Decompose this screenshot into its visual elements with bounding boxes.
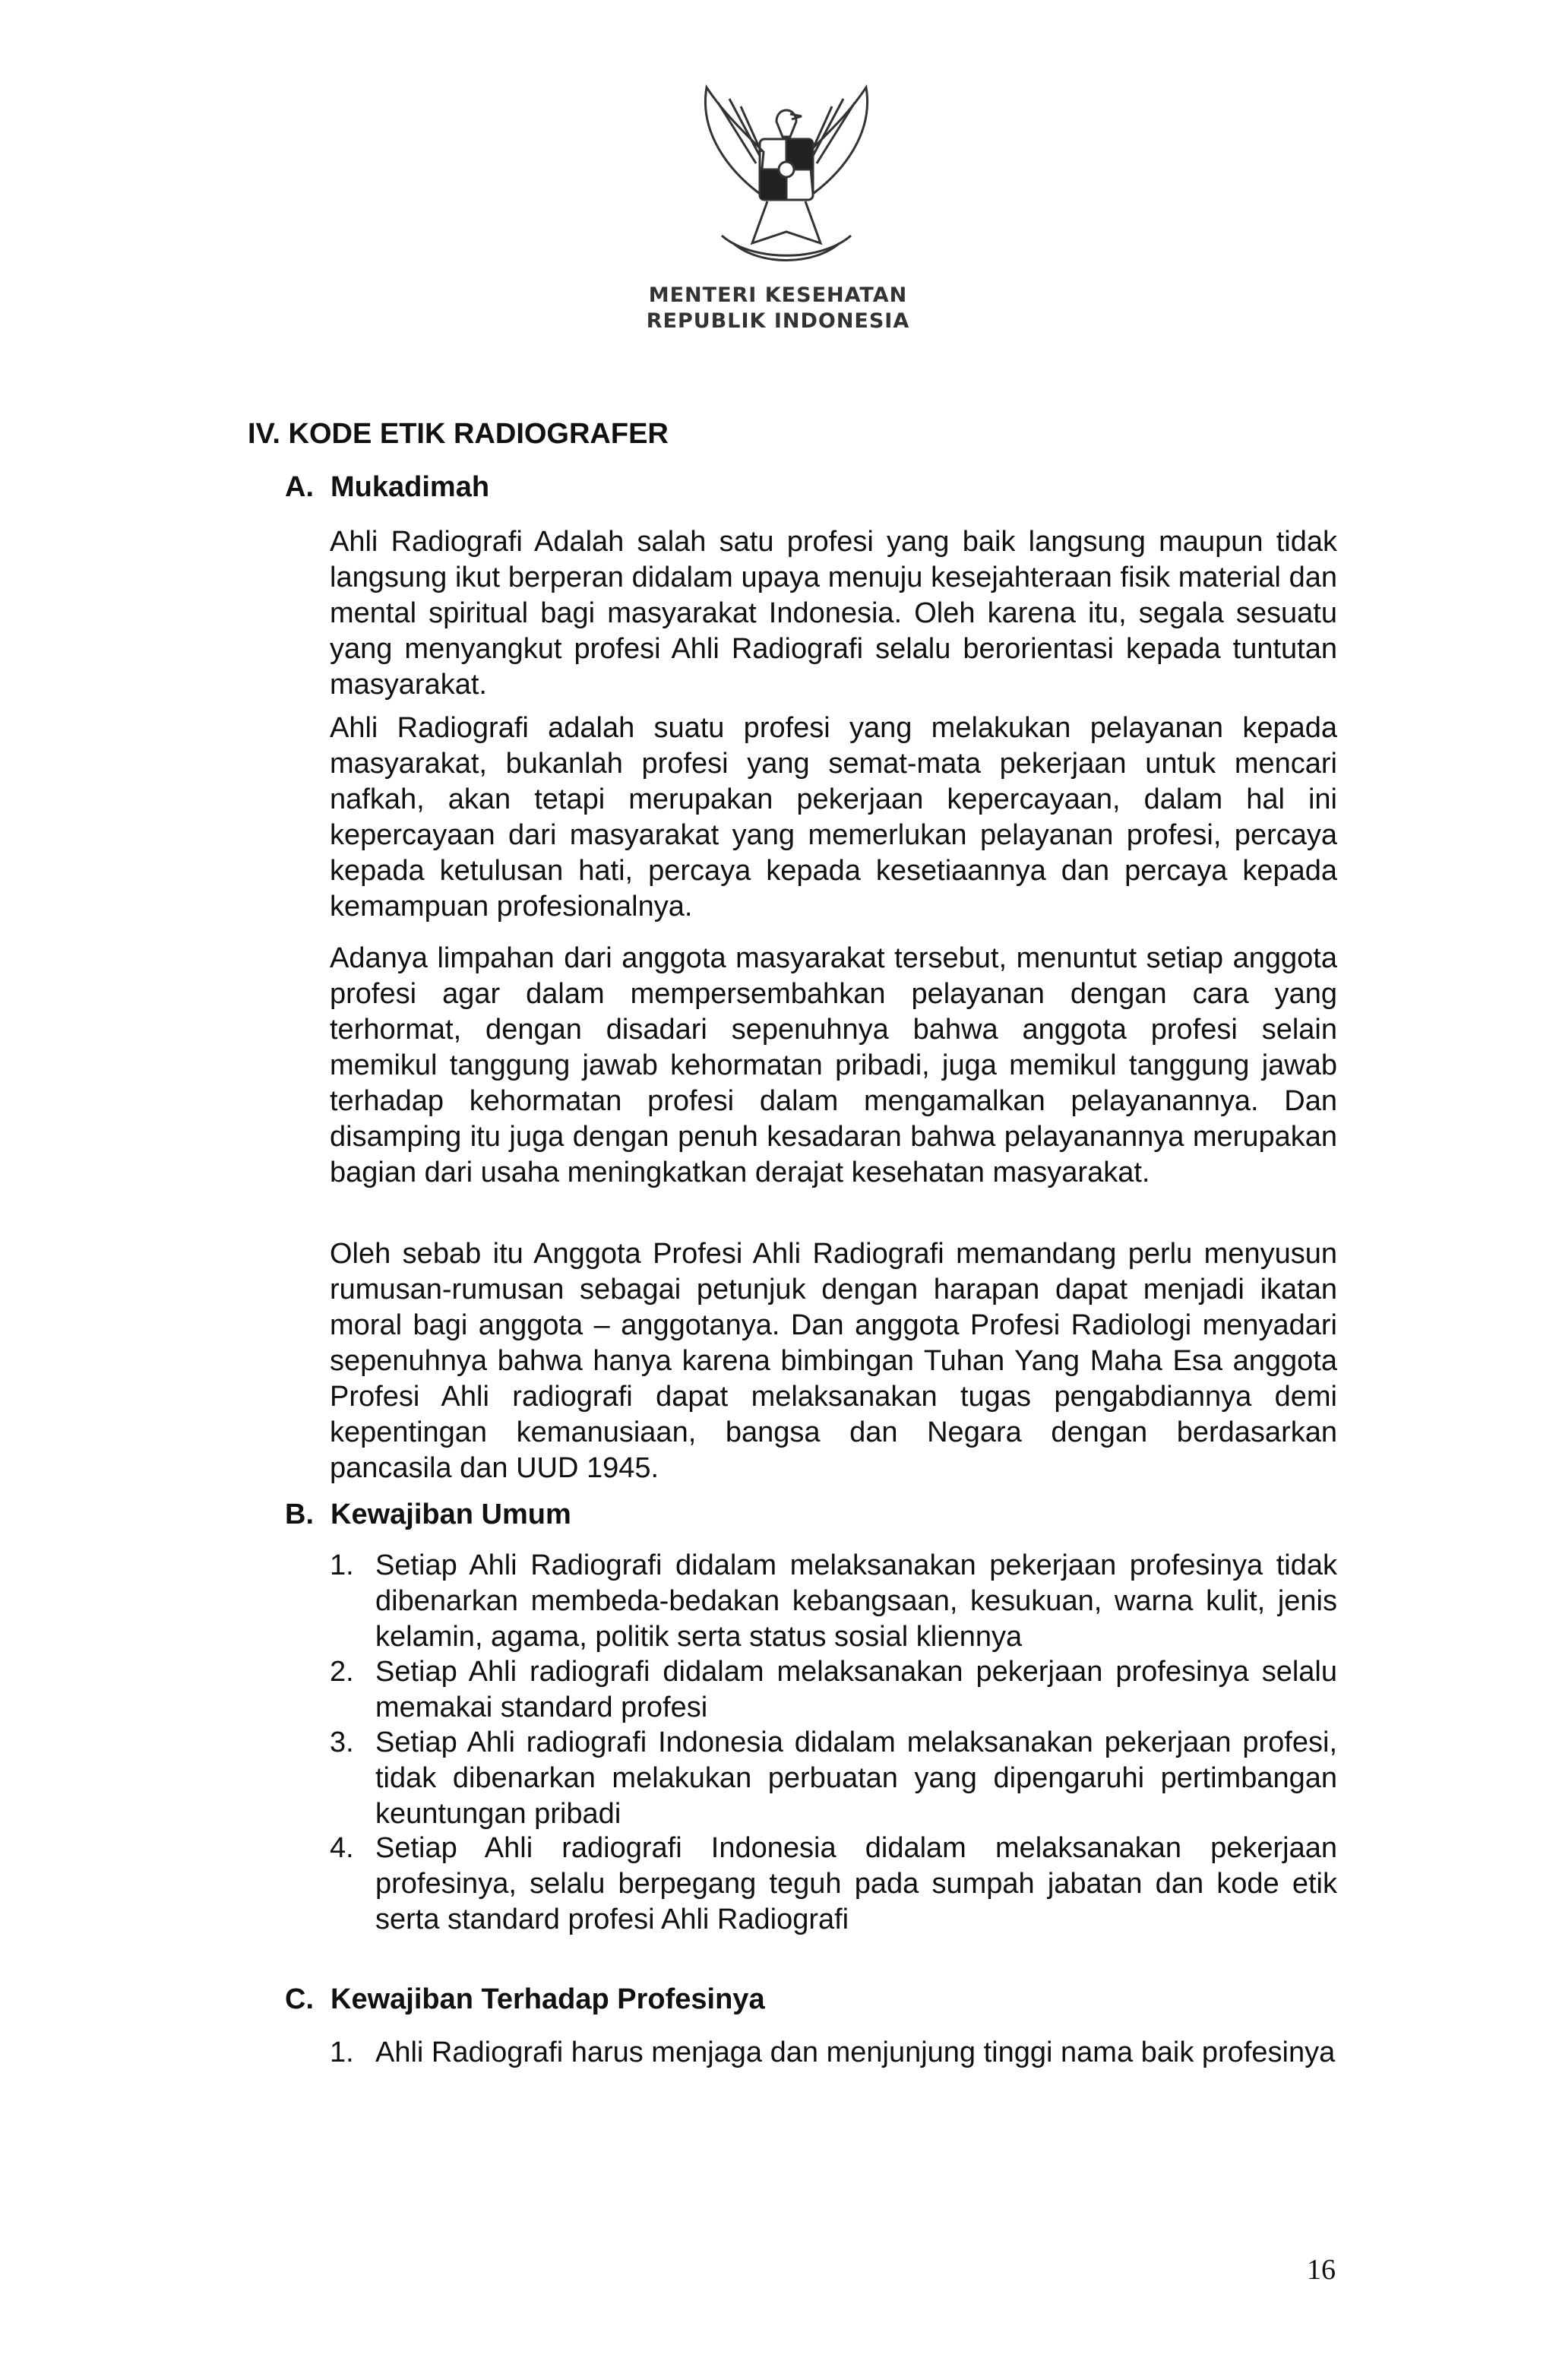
garuda-emblem-icon	[676, 80, 897, 270]
list-number: 1.	[330, 1549, 354, 1581]
subsection-b-heading	[285, 1499, 571, 1531]
paragraph: Ahli Radiografi adalah suatu profesi yang melakukan pelayanan kepada masyarakat, bukanlah profesi yang semat-mata pekerjaan untuk mencari nafkah, akan tetapi merupakan pekerjaan kepercayaan, dalam hal ini kepercayaan dari masyarakat yang memerlukan pelayanan profesi, percaya kepada ketulusan hati, percaya kepada kesetiaannya dan percaya kepada kemampuan profesionalnya.	[330, 712, 1337, 923]
subsection-letter: B.	[285, 1499, 314, 1530]
paragraph: Ahli Radiografi Adalah salah satu profesi yang baik langsung maupun tidak langsung ikut berperan didalam upaya menuju kesejahteraan fisik material dan mental spiritual bagi masyarakat Indonesia. Oleh karena itu, segala sesuatu yang menyangkut profesi Ahli Radiografi selalu berorientasi kepada tuntutan masyarakat.	[330, 526, 1337, 701]
list-number: 1.	[330, 2037, 354, 2068]
list-text: Setiap Ahli radiografi didalam melaksanakan pekerjaan profesinya selalu memakai standard profesi	[375, 1656, 1337, 1723]
list-item	[330, 1725, 1337, 1832]
list-item	[330, 1548, 1337, 1655]
page-number: 16	[1307, 2254, 1336, 2286]
paragraph: Oleh sebab itu Anggota Profesi Ahli Radiografi memandang perlu menyusun rumusan-rumusan sebagai petunjuk dengan harapan dapat menjadi ikatan moral bagi anggota – anggotanya. Dan anggota Profesi Radiologi menyadari sepenuhnya bahwa hanya karena bimbingan Tuhan Yang Maha Esa anggota Profesi Ahli radiografi dapat melaksanakan tugas pengabdiannya demi kepentingan kemanusiaan, bangsa dan Negara dengan berdasarkan pancasila dan UUD 1945.	[330, 1238, 1337, 1484]
subsection-a-heading	[285, 471, 489, 504]
list-number: 2.	[330, 1656, 354, 1688]
paragraph: Adanya limpahan dari anggota masyarakat tersebut, menuntut setiap anggota profesi agar dalam mempersembahkan pelayanan dengan cara yang terhormat, dengan disadari sepenuhnya bahwa anggota profesi selain memikul tanggung jawab kehormatan pribadi, juga memikul tanggung jawab terhadap kehormatan profesi dalam mengamalkan pelayanannya. Dan disamping itu juga dengan penuh kesadaran bahwa pelayanannya merupakan bagian dari usaha meningkatkan derajat kesehatan masyarakat.	[330, 942, 1337, 1188]
subsection-letter: A.	[285, 471, 314, 503]
subsection-c-heading	[285, 1983, 765, 2016]
list-item	[330, 1654, 1337, 1726]
subsection-title: Kewajiban Umum	[330, 1499, 571, 1530]
ministry-header	[626, 283, 930, 334]
list-text: Setiap Ahli radiografi Indonesia didalam melaksanakan pekerjaan profesi, tidak dibenarkan melakukan perbuatan yang dipengaruhi pertimbangan keuntungan pribadi	[375, 1726, 1337, 1830]
list-item	[330, 1831, 1337, 1938]
subsection-title: Mukadimah	[330, 471, 490, 503]
ministry-line-2: REPUBLIK INDONESIA	[646, 309, 910, 333]
list-item	[330, 2035, 1337, 2071]
list-text: Ahli Radiografi harus menjaga dan menjunjung tinggi nama baik profesinya	[375, 2037, 1336, 2068]
list-number: 4.	[330, 1832, 354, 1864]
subsection-title: Kewajiban Terhadap Profesinya	[330, 1983, 765, 2015]
list-text: Setiap Ahli Radiografi didalam melaksanakan pekerjaan profesinya tidak dibenarkan membeda-bedakan kebangsaan, kesukuan, warna kulit, jenis kelamin, agama, politik serta status sosial kliennya	[375, 1549, 1337, 1653]
subsection-letter: C.	[285, 1983, 314, 2015]
section-title: IV. KODE ETIK RADIOGRAFER	[248, 418, 669, 450]
list-text: Setiap Ahli radiografi Indonesia didalam melaksanakan pekerjaan profesinya, selalu berpegang teguh pada sumpah jabatan dan kode etik serta standard profesi Ahli Radiografi	[375, 1832, 1337, 1935]
ministry-line-1: MENTERI KESEHATAN	[648, 283, 908, 307]
list-number: 3.	[330, 1726, 354, 1758]
